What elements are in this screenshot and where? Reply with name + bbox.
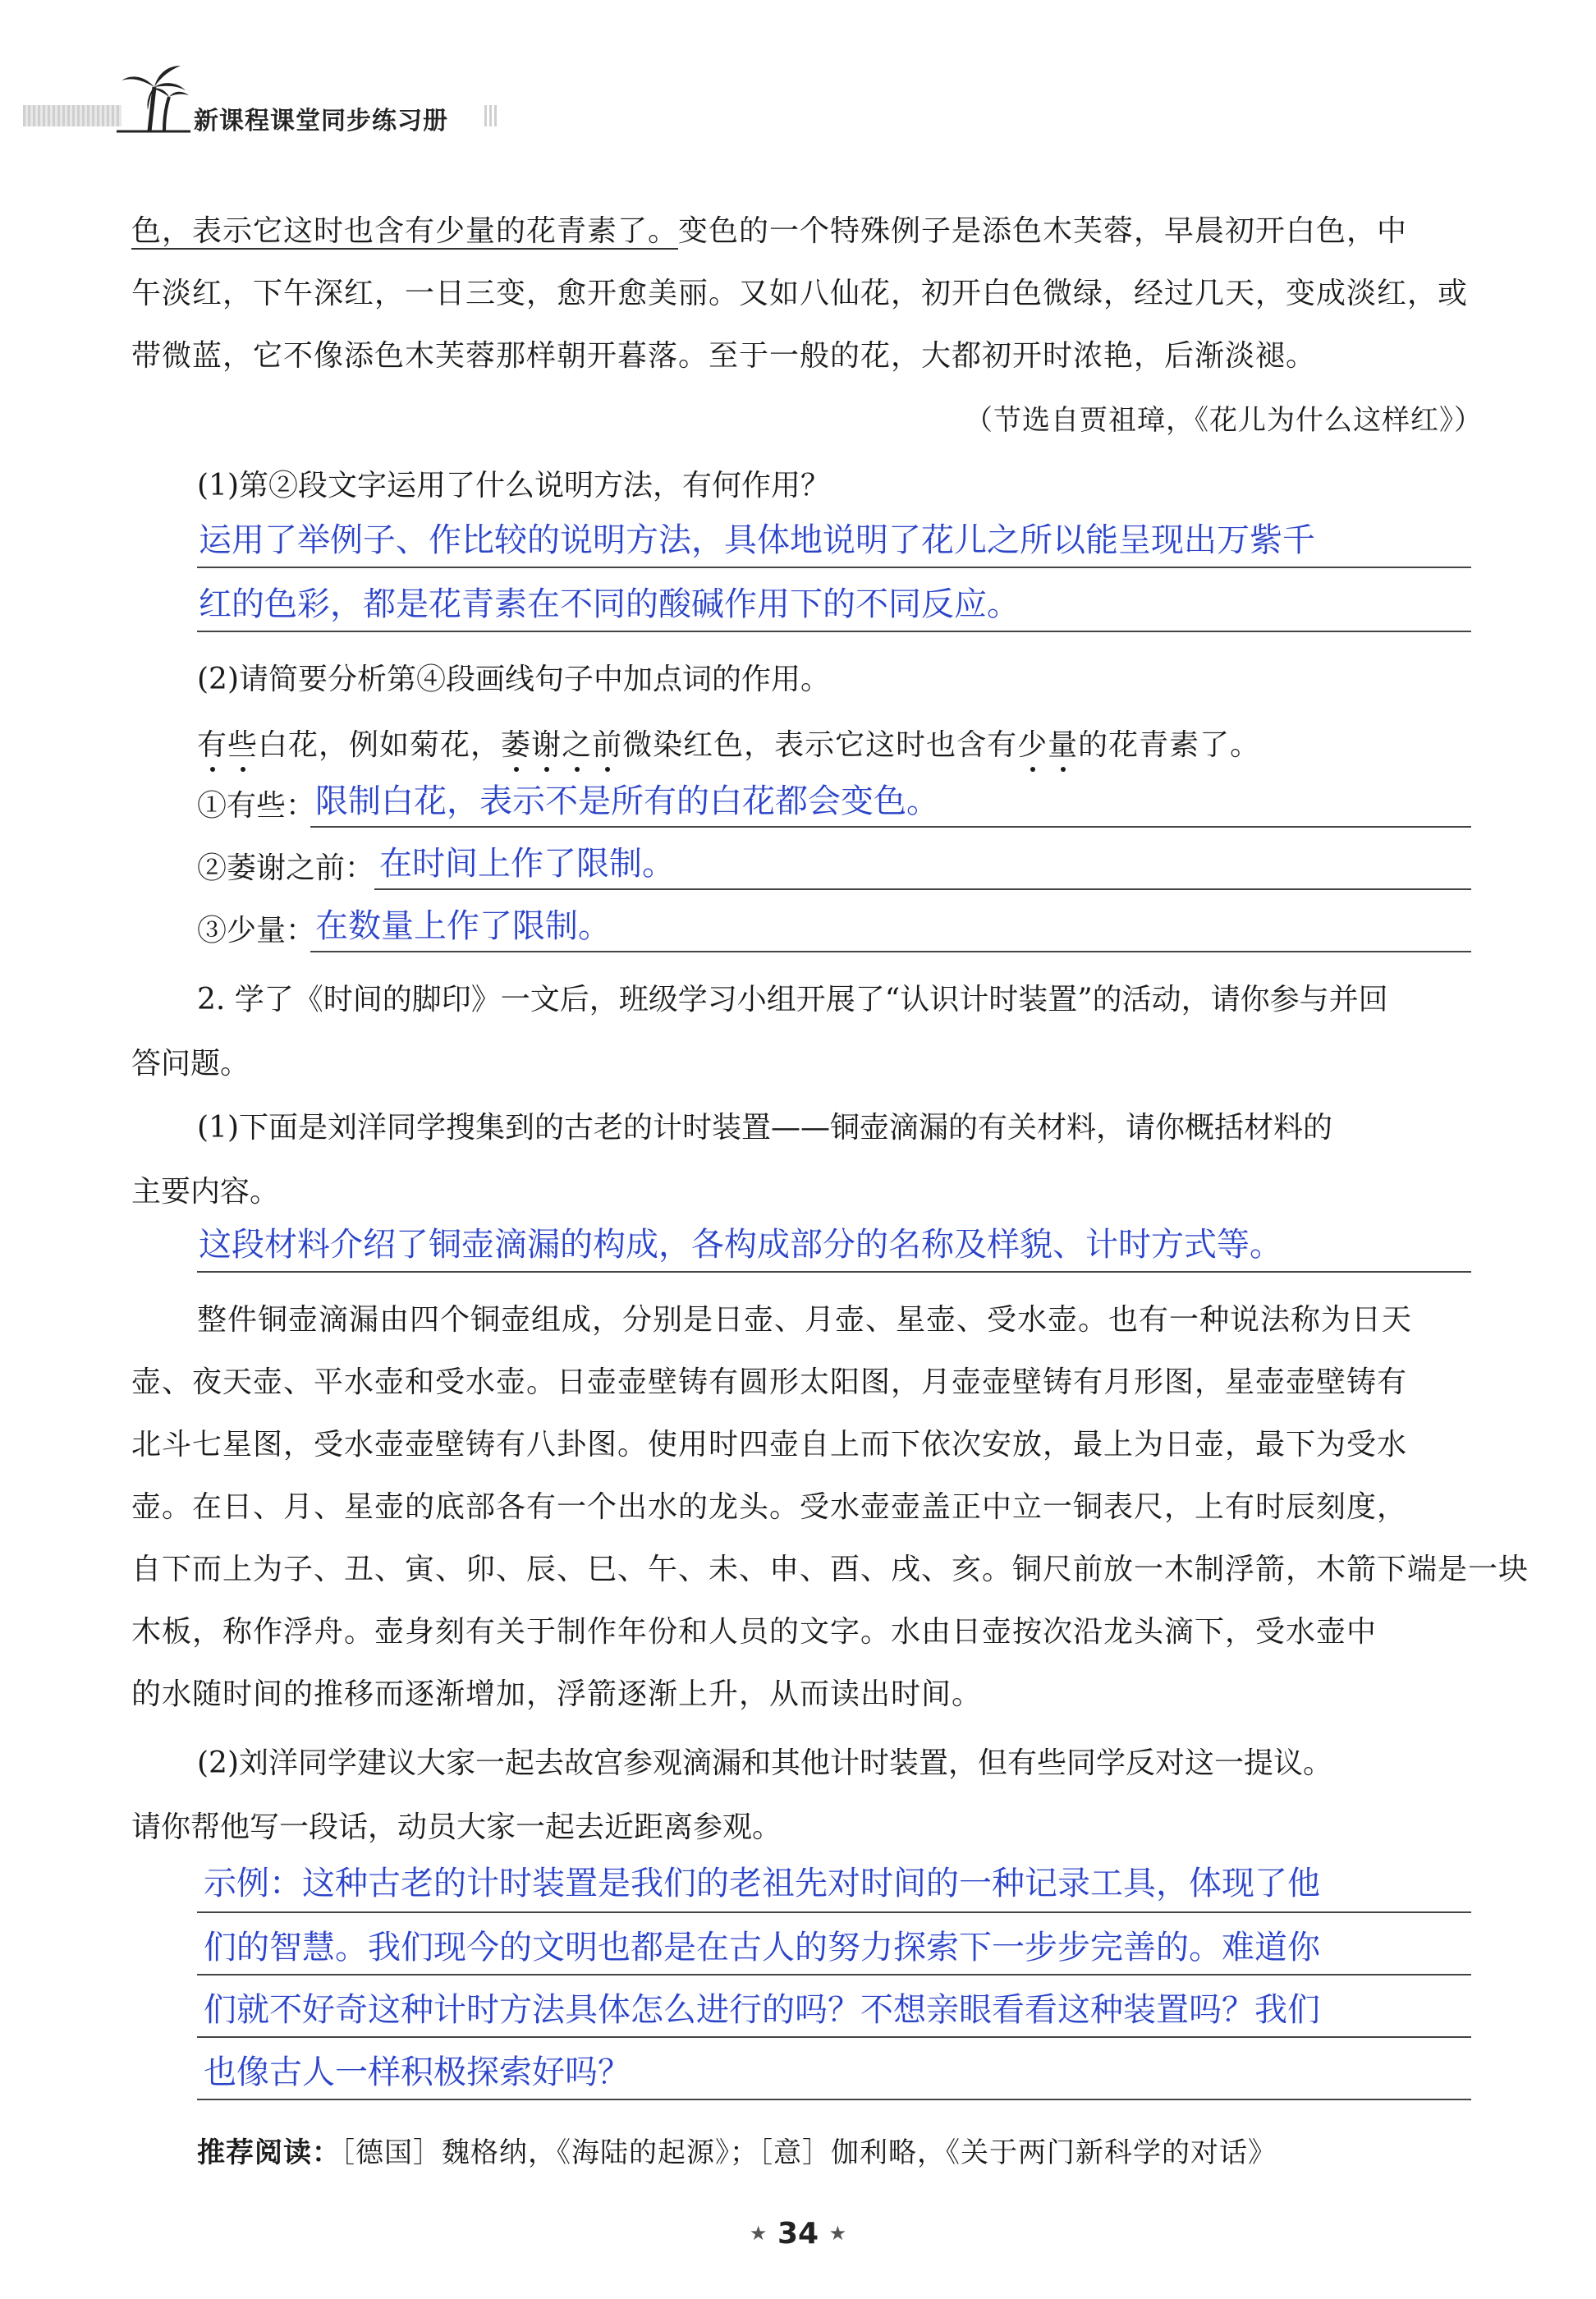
page-number: ★ 34 ★ [749,2217,847,2251]
answer-rule [197,2036,1471,2038]
question-2-2-line-1: (2)刘洋同学建议大家一起去故宫参观滴漏和其他计时装置，但有些同学反对这一提议。 [197,1746,1332,1780]
item-answer-3: 在数量上作了限制。 [315,907,611,945]
palm-tree-icon [117,59,190,133]
answer-rule [197,567,1471,568]
passage-line-1: 色，表示它这时也含有少量的花青素了。变色的一个特殊例子是添色木芙蓉，早晨初开白色，中 [131,214,1408,248]
dotted-char: 谢 [531,728,562,762]
quoted-sentence: 有些白花，例如菊花，萎谢之前微染红色，表示它这时也含有少量的花青素了。 [197,728,1261,762]
answer-2-2-line-3: 们就不好奇这种计时方法具体怎么进行的吗？不想亲眼看看这种装置吗？我们 [204,1991,1320,2029]
question-1-2: (2)请简要分析第④段画线句子中加点词的作用。 [197,663,830,696]
dotted-char: 少 [1017,728,1048,762]
material-line-6: 木板，称作浮舟。壶身刻有关于制作年份和人员的文字。水由日壶按次沿龙头滴下，受水壶中 [131,1615,1378,1649]
recommended-reading-text: ［德国］魏格纳，《海陆的起源》；［意］伽利略，《关于两门新科学的对话》 [341,2136,1277,2169]
answer-1-1-line-1: 运用了举例子、作比较的说明方法，具体地说明了花儿之所以能呈现出万紫千 [199,521,1315,559]
answer-rule [374,888,1471,890]
header-title: 新课程课堂同步练习册 [194,107,448,135]
question-2-1-line-1: (1)下面是刘洋同学搜集到的古老的计时装置——铜壶滴漏的有关材料，请你概括材料的 [197,1111,1332,1145]
item-answer-1: 限制白花，表示不是所有的白花都会变色。 [315,782,939,820]
question-2-intro-1: 2. 学了《时间的脚印》一文后，班级学习小组开展了“认识计时装置”的活动，请你参与并回 [197,983,1388,1016]
item-answer-2: 在时间上作了限制。 [379,845,675,883]
answer-rule [310,951,1471,952]
item-label-1: ①有些： [197,789,316,823]
answer-2-2-line-2: 们的智慧。我们现今的文明也都是在古人的努力探索下一步步完善的。难道你 [204,1929,1320,1966]
answer-rule [197,631,1471,632]
dotted-char: 之 [562,728,593,762]
recommended-reading-label: 推荐阅读： [197,2136,341,2169]
item-label-3: ③少量： [197,914,316,948]
question-2-intro-2: 答问题。 [131,1047,250,1081]
material-line-4: 壶。在日、月、星壶的底部各有一个出水的龙头。受水壶壶盖正中立一铜表尺，上有时辰刻度， [131,1490,1408,1524]
passage-line-2: 午淡红，下午深红，一日三变，愈开愈美丽。又如八仙花，初开白色微绿，经过几天，变成淡红，或 [131,277,1469,310]
star-icon: ★ [749,2222,768,2245]
dotted-char: 萎 [501,728,532,762]
answer-1-1-line-2: 红的色彩，都是花青素在不同的酸碱作用下的不同反应。 [199,585,1020,623]
answer-2-2-line-1: 示例：这种古老的计时装置是我们的老祖先对时间的一种记录工具，体现了他 [204,1865,1320,1902]
question-2-1-line-2: 主要内容。 [131,1175,280,1209]
answer-rule [197,1974,1471,1975]
answer-rule [197,1911,1471,1913]
material-line-3: 北斗七星图，受水壶壶壁铸有八卦图。使用时四壶自上而下依次安放，最上为日壶，最下为受水 [131,1428,1408,1462]
underlined-sentence: 色，表示它这时也含有少量的花青素了。 [131,214,679,248]
dotted-char: 前 [592,728,623,762]
material-line-2: 壶、夜天壶、平水壶和受水壶。日壶壶壁铸有圆形太阳图，月壶壶壁铸有月形图，星壶壶壁铸有 [131,1365,1408,1399]
item-label-2: ②萎谢之前： [197,851,375,885]
material-line-5: 自下而上为子、丑、寅、卯、辰、巳、午、未、申、酉、戌、亥。铜尺前放一木制浮箭，木箭下端是一块 [131,1553,1530,1586]
passage-line-3: 带微蓝，它不像添色木芙蓉那样朝开暮落。至于一般的花，大都初开时浓艳，后渐淡褪。 [131,339,1317,373]
material-line-1: 整件铜壶滴漏由四个铜壶组成，分别是日壶、月壶、星壶、受水壶。也有一种说法称为日天 [197,1303,1413,1337]
passage-source: （节选自贾祖璋，《花儿为什么这样红》） [965,404,1483,437]
header-decoration-bar [23,105,122,126]
material-line-7: 的水随时间的推移而逐渐增加，浮箭逐渐上升，从而读出时间。 [131,1677,983,1711]
answer-rule [310,826,1471,828]
answer-2-1: 这段材料介绍了铜壶滴漏的构成，各构成部分的名称及样貌、计时方式等。 [199,1226,1282,1264]
answer-2-2-line-4: 也像古人一样积极探索好吗？ [204,2053,631,2091]
recommended-reading [197,2133,1277,2173]
dotted-char: 量 [1048,728,1079,762]
answer-rule [197,1271,1471,1273]
dotted-char: 有 [197,728,228,762]
dotted-char: 些 [227,728,259,762]
answer-rule [197,2099,1471,2100]
star-icon: ★ [828,2222,847,2245]
header-decoration-bar-end [484,105,499,126]
question-2-2-line-2: 请你帮他写一段话，动员大家一起去近距离参观。 [131,1810,782,1844]
question-1-1: (1)第②段文字运用了什么说明方法，有何作用？ [197,469,830,502]
